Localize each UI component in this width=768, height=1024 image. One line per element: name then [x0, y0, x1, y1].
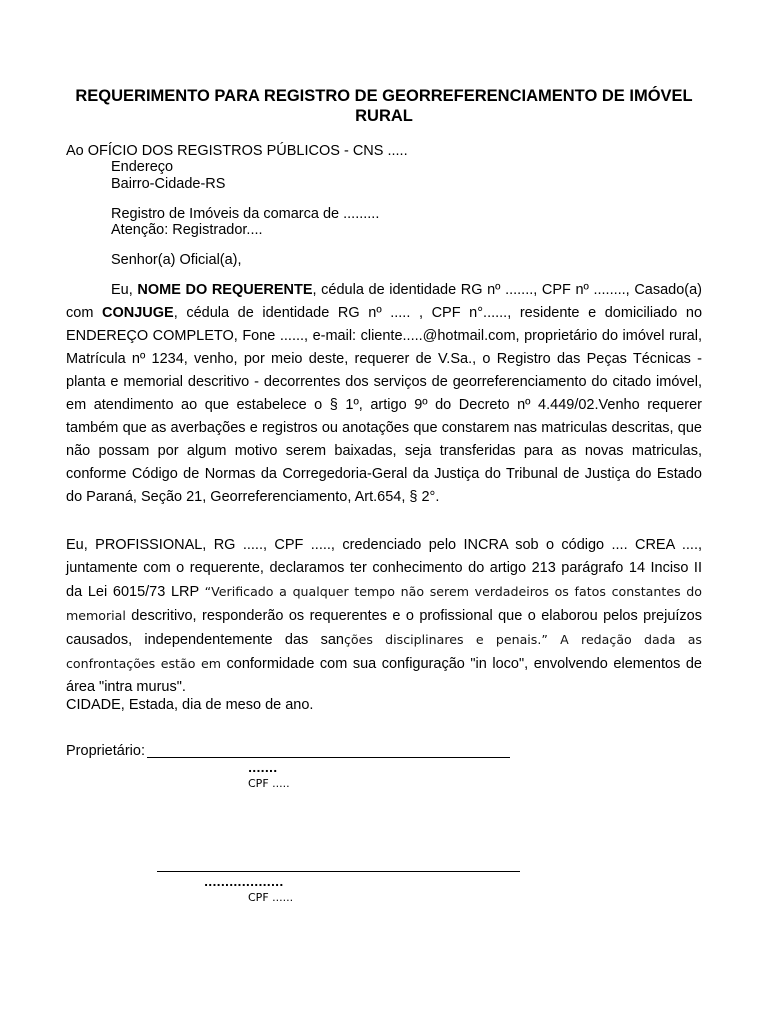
requester-name: NOME DO REQUERENTE	[137, 282, 313, 298]
address-line-2: Bairro-Cidade-RS	[111, 176, 226, 192]
registry-line: Registro de Imóveis da comarca de .........	[111, 206, 380, 222]
professional-name-placeholder: ...................	[204, 876, 284, 889]
owner-label: Proprietário:	[66, 743, 145, 759]
owner-name-placeholder: .......	[248, 762, 278, 775]
addressee-line: Ao OFÍCIO DOS REGISTROS PÚBLICOS - CNS .....	[66, 143, 408, 159]
salutation: Senhor(a) Oficial(a),	[111, 252, 242, 268]
owner-signature-line	[147, 757, 510, 758]
declaration-paragraph: Eu, PROFISSIONAL, RG ....., CPF ....., credenciado pelo INCRA sob o código .... CREA ...., juntamente com o requerente, declaramos ter conhecimento do artigo 213 parágrafo 14 Inciso II da Lei 6015/73 LRP “Verificado a qualquer tempo não serem verdadeiros os fatos constantes do memorial descritivo, responderão os requerentes e o profissional que o elaborou pelos prejuízos causados, independentemente das sanções disciplinares e penais.” A redação dada as confrontações estão em conformidade com sua configuração "in loco", envolvendo elementos de área "intra murus".	[66, 537, 702, 695]
attention-line: Atenção: Registrador....	[111, 222, 263, 238]
address-line-1: Endereço	[111, 159, 174, 175]
owner-cpf: CPF .....	[248, 777, 290, 790]
spouse-name: CONJUGE	[102, 305, 174, 321]
professional-signature-line	[157, 871, 520, 872]
document-title: REQUERIMENTO PARA REGISTRO DE GEORREFERENCIAMENTO DE IMÓVEL RURAL	[75, 87, 693, 125]
professional-cpf: CPF ......	[248, 891, 294, 904]
request-paragraph: Eu, NOME DO REQUERENTE, cédula de identidade RG nº ......., CPF nº ........, Casado(a) com CONJUGE, cédula de identidade RG nº ..... , CPF n°......, residente e domiciliado no ENDEREÇO COMPLETO, Fone ......, e-mail: cliente.....@hotmail.com, proprietário do imóvel rural, Matrícula nº 1234, venho, por meio deste, requerer de V.Sa., o Registro das Peças Técnicas - planta e memorial descritivo - decorrentes dos serviços de georreferenciamento do citado imóvel, em atendimento ao que estabelece o § 1º, artigo 9º do Decreto nº 4.449/02.Venho requerer também que as averbações e registros ou anotações que constarem nas matriculas descritas, que não possam por algum motivo serem baixadas, seja transferidas para as novas matriculas, conforme Código de Normas da Corregedoria-Geral da Justiça do Tribunal de Justiça do Estado do Paraná, Seção 21, Georreferenciamento, Art.654, § 2°.	[66, 282, 703, 505]
place-date-line: CIDADE, Estada, dia de meso de ano.	[66, 697, 314, 713]
